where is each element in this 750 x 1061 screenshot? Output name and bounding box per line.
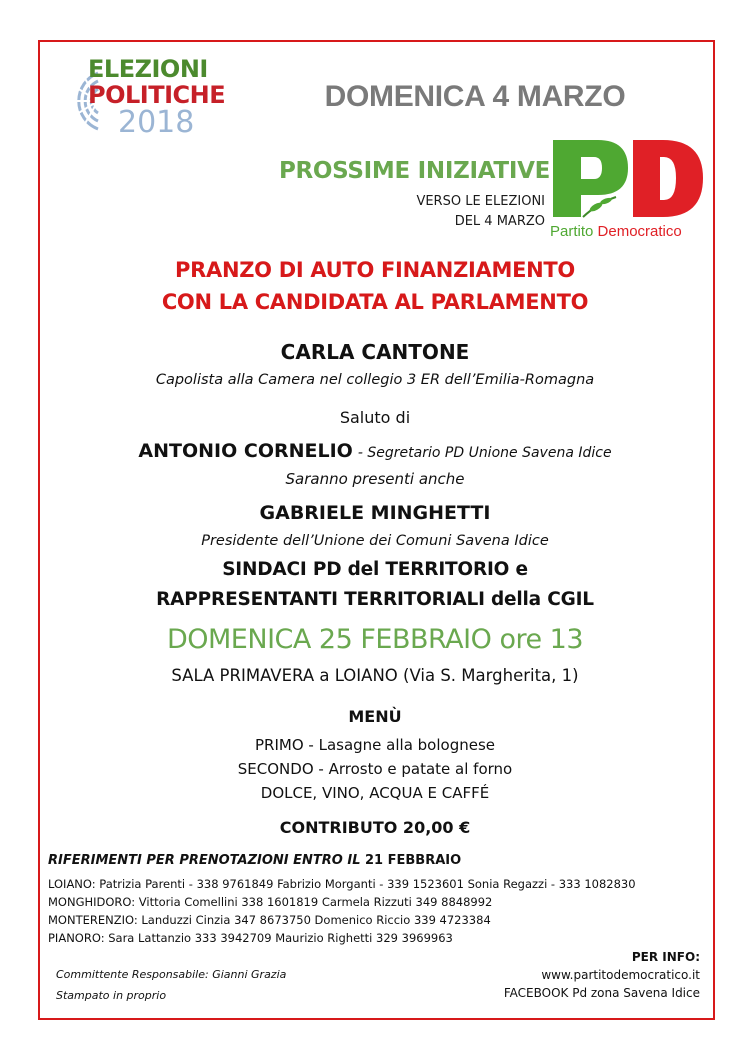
secretary-role: - Segretario PD Unione Savena Idice [357,445,612,461]
headline-candidata: CON LA CANDIDATA AL PARLAMENTO [161,290,589,314]
menu-item-dolce: DOLCE, VINO, ACQUA E CAFFÉ [260,784,490,802]
riferimenti-prefix: RIFERIMENTI PER PRENOTAZIONI ENTRO IL [48,853,366,868]
pd-caption-democratico: Democratico [597,223,682,240]
verso-line-2: DEL 4 MARZO [454,214,545,229]
facebook-link[interactable]: FACEBOOK Pd zona Savena Idice [503,986,700,1000]
menu-item-secondo: SECONDO - Arrosto e patate al forno [237,760,513,778]
riferimenti-date: 21 FEBBRAIO [365,853,462,868]
contact-line-pianoro: PIANORO: Sara Lattanzio 333 3942709 Maurizio Righetti 329 3969963 [48,931,453,945]
contributo: CONTRIBUTO 20,00 € [279,818,471,837]
stampato-text: Stampato in proprio [56,989,167,1002]
verso-elezioni-subtitle [330,192,545,232]
secretary-line [0,440,750,462]
website-link[interactable]: www.partitodemocratico.it [541,968,700,982]
president-name: GABRIELE MINGHETTI [259,502,491,524]
election-date-title: DOMENICA 4 MARZO [324,80,626,113]
pd-caption-partito: Partito [550,223,594,240]
logo-line-politiche: POLITICHE [88,81,226,109]
pd-logo [548,135,708,250]
contact-line-monghidoro: MONGHIDORO: Vittoria Comellini 338 1601819 Carmela Rizzuti 349 8848992 [48,895,493,909]
event-place: SALA PRIMAVERA a LOIANO (Via S. Margherita, 1) [171,666,579,685]
per-info-label: PER INFO: [631,950,700,964]
contact-line-monterenzio: MONTERENZIO: Landuzzi Cinzia 347 8673750 Domenico Riccio 339 4723384 [48,913,491,927]
candidate-role: Capolista alla Camera nel collegio 3 ER dell’Emilia-Romagna [155,372,595,388]
sindaci-line: SINDACI PD del TERRITORIO e [222,559,528,580]
rappresentanti-line: RAPPRESENTANTI TERRITORIALI della CGIL [156,589,594,610]
saluto-label: Saluto di [339,408,411,427]
riferimenti-heading [48,853,461,868]
headline-pranzo: PRANZO DI AUTO FINANZIAMENTO [175,258,575,282]
secretary-name: ANTONIO CORNELIO [138,440,353,462]
committente-text: Committente Responsabile: Gianni Grazia [56,968,287,981]
president-role: Presidente dell’Unione dei Comuni Savena Idice [201,533,549,549]
verso-line-1: VERSO LE ELEZIONI [416,194,545,209]
pd-caption [550,223,682,240]
elezioni-politiche-logo [58,55,228,145]
menu-item-primo: PRIMO - Lasagne alla bolognese [255,736,495,754]
presenti-label: Saranno presenti anche [285,470,465,488]
logo-line-elezioni: ELEZIONI [88,55,208,83]
event-date: DOMENICA 25 FEBBRAIO ore 13 [166,624,584,655]
pd-letters-icon [548,135,708,225]
contact-line-loiano: LOIANO: Patrizia Parenti - 338 9761849 Fabrizio Morganti - 339 1523601 Sonia Regazzi - 333 1082830 [48,877,636,891]
menu-title: MENÙ [348,707,402,726]
candidate-name: CARLA CANTONE [280,340,470,364]
logo-line-year: 2018 [118,105,195,140]
prossime-iniziative-heading: PROSSIME INIZIATIVE [278,158,550,184]
